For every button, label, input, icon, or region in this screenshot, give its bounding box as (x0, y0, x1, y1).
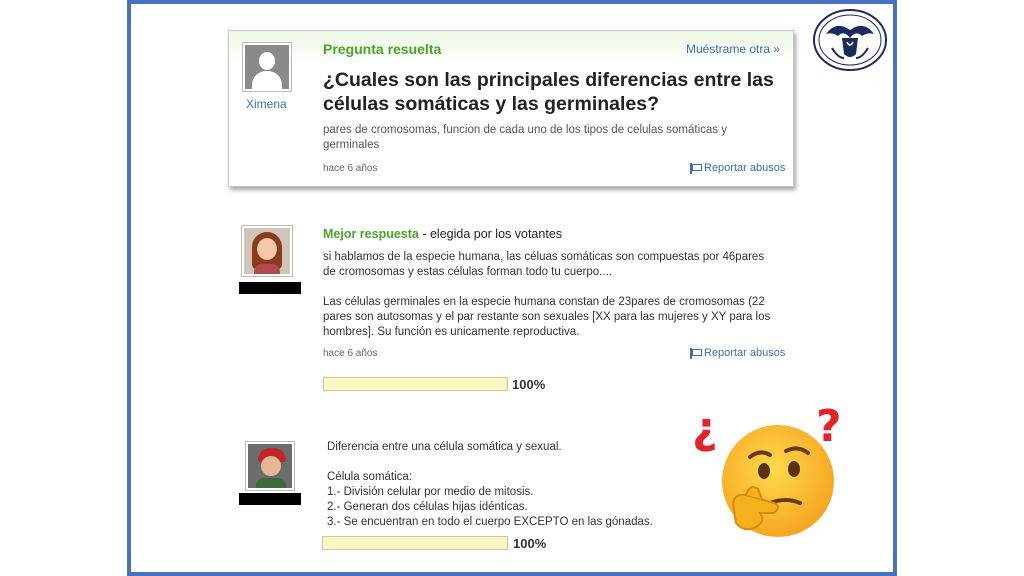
list-item: 3.- Se encuentran en todo el cuerpo EXCEPTO en las gónadas. (327, 516, 653, 528)
second-answer-body (327, 440, 687, 530)
second-answer-rating-bar (322, 536, 508, 550)
question-title: ¿Cuales son las principales diferencias entre las células somáticas y las germinales? (323, 69, 774, 115)
second-answer-rating-value: 100% (513, 536, 547, 551)
question-mark-icon (692, 403, 718, 454)
second-answer-intro: Diferencia entre una célula somática y sexual. (327, 441, 562, 453)
best-answer-rating-bar (323, 377, 508, 391)
user-placeholder-icon (245, 45, 289, 89)
asker-name-link[interactable]: Ximena (246, 97, 287, 111)
university-seal-icon (812, 8, 888, 72)
best-answer-label: Mejor respuesta (323, 227, 419, 241)
question-status: Pregunta resuelta (323, 41, 442, 57)
best-answer-body (323, 250, 773, 340)
redacted-username (239, 493, 301, 505)
report-flag-icon (690, 163, 700, 174)
chosen-by-text: - elegida por los votantes (418, 227, 563, 241)
second-answer-avatar[interactable] (245, 441, 295, 491)
svg-text:¿: ¿ (692, 403, 718, 454)
list-item: 1.- División celular por medio de mitosis. (327, 486, 534, 498)
asker-avatar[interactable] (242, 42, 292, 92)
redacted-username (239, 282, 301, 294)
question-report-link[interactable] (690, 162, 785, 174)
report-label: Reportar abusos (704, 347, 786, 359)
best-answer-timestamp: hace 6 años (323, 348, 378, 359)
report-flag-icon (690, 348, 700, 359)
list-item: 2.- Generan dos células hijas idénticas. (327, 501, 528, 513)
best-answer-rating-value: 100% (512, 377, 546, 392)
thinking-face-emoji (690, 393, 860, 543)
question-details: pares de cromosomas, funcion de cada uno de los tipos de celulas somáticas y germinales (323, 124, 727, 151)
best-answer-paragraph-2: Las células germinales en la especie humana constan de 23pares de cromosomas (22 pares son autosomas y el par restante son sexuales [XX para las mujeres y XY para los hombres]. Su función es unicamente reproductiva. (323, 296, 771, 338)
show-other-link[interactable]: Muéstrame otra » (686, 42, 781, 56)
report-label: Reportar abusos (704, 162, 786, 174)
second-answer-heading: Célula somática: (327, 471, 413, 483)
svg-text:?: ? (816, 401, 842, 452)
question-timestamp: hace 6 años (323, 163, 378, 174)
best-answer-report-link[interactable] (690, 347, 785, 359)
best-answer-avatar[interactable] (241, 225, 293, 277)
best-answer-paragraph-1: si hablamos de la especie humana, las céluas somáticas son compuestas por 46pares de cromosomas y estas células forman todo tu cuerpo.... (323, 251, 765, 278)
best-answer-heading (323, 227, 562, 241)
